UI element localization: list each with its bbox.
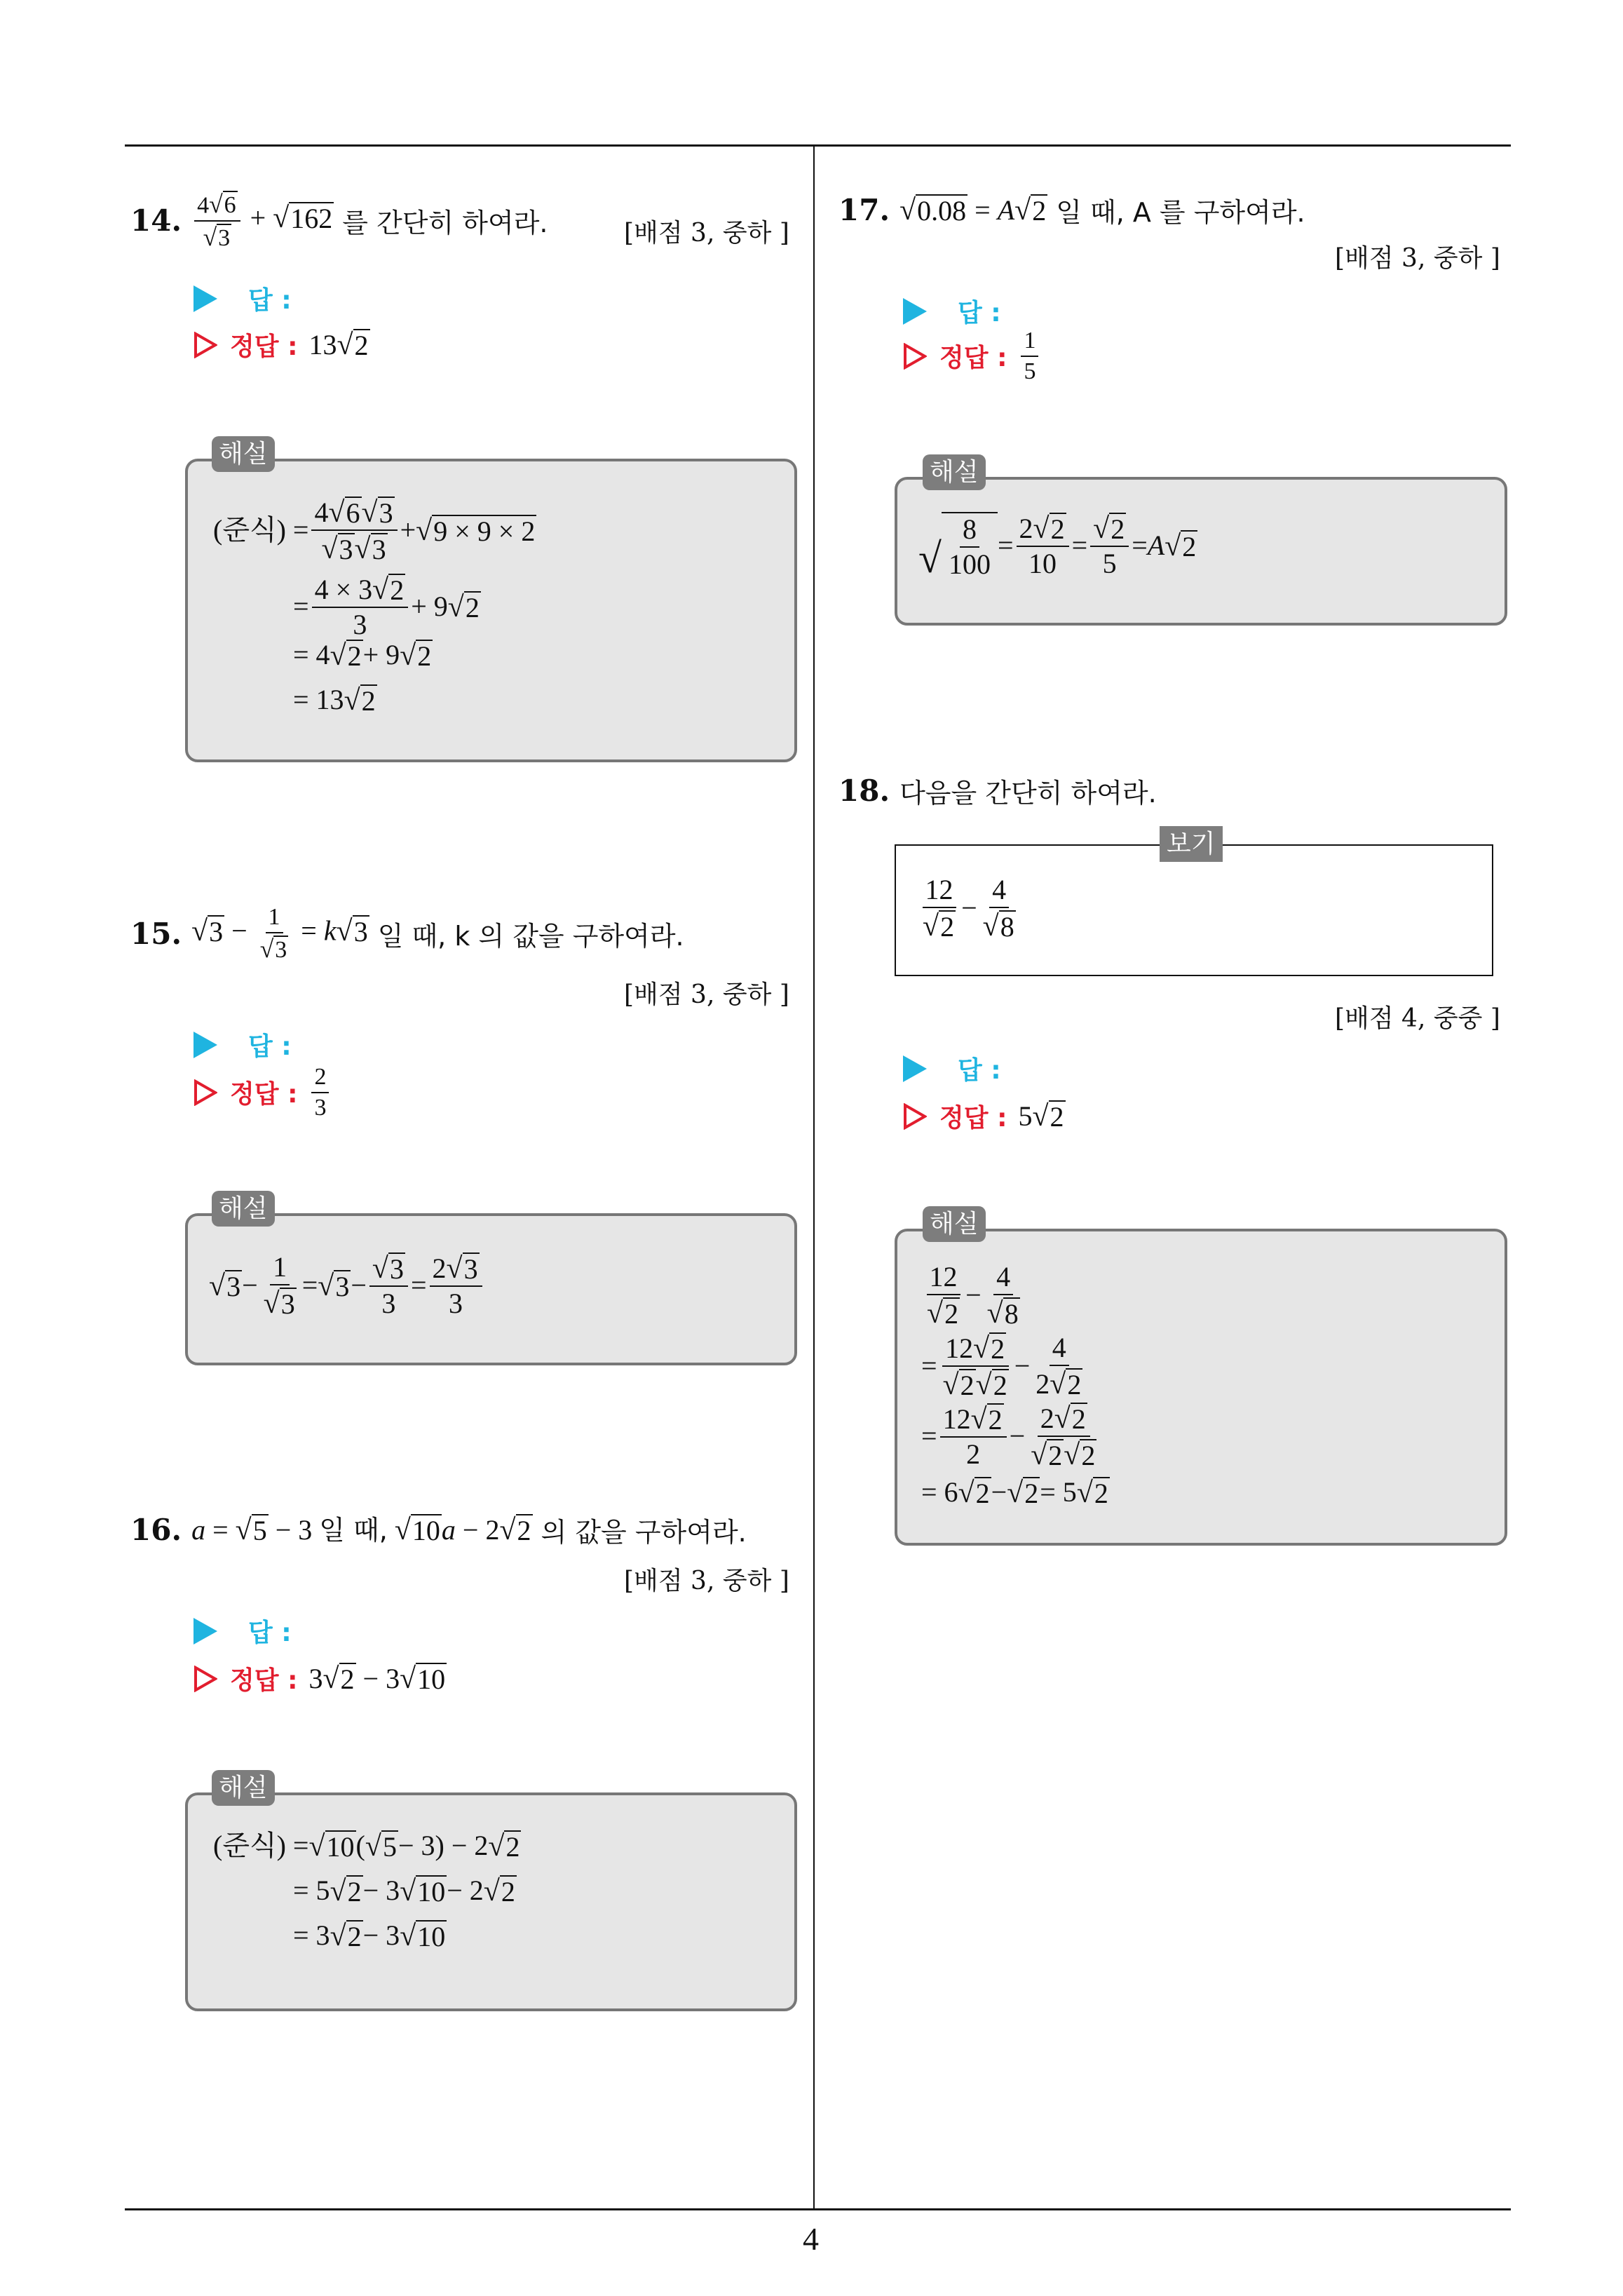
solution-line: = 13 √ 2 [293,684,376,717]
answer-row [903,293,1001,329]
question-expression: √ 0.08 = A √ 2 [899,194,1047,227]
solution-box [185,1213,797,1365]
points-label: [배점 3, 중하 ] [624,980,789,1009]
answer-row [193,1027,292,1062]
question-16 [130,1511,747,1549]
solution-tag: 해설 [212,1191,275,1227]
solution-line: = 5 √ 2 − 3 √ 10 − 2 √ 2 [293,1875,515,1907]
correct-answer-row [903,1098,1066,1134]
answer-label: 답 : [248,1619,292,1647]
solution-line: √ 3 − 1 √ 3 = √ 3 − √ 3 3 = 2 √ 3 3 [209,1252,485,1318]
question-text: 를 간단히 하여라. [342,208,548,239]
question-15 [130,905,684,963]
question-number: 15. [130,916,182,951]
solution-box [895,1229,1507,1546]
answer-label: 답 : [958,1056,1001,1085]
top-rule [125,144,1511,147]
answer-row [193,1613,292,1649]
answer-row [903,1051,1001,1086]
solution-box [895,477,1507,626]
correct-value: 3 √ 2 − 3 √ 10 [308,1663,446,1695]
correct-label: 정답 : [230,1080,298,1109]
solution-line: = 12 √ 2 √ 2 √ 2 − 4 2 √ 2 [921,1332,1082,1401]
bottom-rule [125,2208,1511,2210]
question-17 [838,191,1305,229]
correct-value: 5 √ 2 [1018,1100,1064,1133]
points-label: [배점 3, 중하 ] [1335,244,1500,273]
question-expression: a = √ 5 − 3 일 때, √ 10 a − 2 √ 2 [191,1514,531,1546]
question-number: 16. [130,1513,182,1547]
solution-line: 12 √ 2 − 4 √ 8 [927,1261,1019,1330]
solution-line: = 12 √ 2 2 − 2 √ 2 √ 2 √ 2 [921,1403,1096,1471]
solution-tag: 해설 [212,1770,275,1806]
correct-label: 정답 : [939,1104,1007,1133]
solution-line: (준식) = 4 √ 6 √ 3 √ 3 √ 3 + √ 9 × 9 × 2 [213,497,536,565]
play-triangle-icon [903,298,927,325]
correct-value: $\frac{2}{3}$ [308,1065,332,1120]
outline-triangle-icon [193,332,217,358]
correct-answer-row [193,327,370,363]
outline-triangle-icon [193,1666,217,1692]
play-triangle-icon [193,1032,217,1058]
example-expression: 12 √ 2 − 4 √ 8 [923,874,1014,943]
question-number: 18. [838,774,890,808]
solution-line: √ $\frac{8}{100}$ = 2 √ 2 10 = √ 2 5 = A √ 2 [918,513,1197,581]
play-triangle-icon [193,1618,217,1645]
question-number: 17. [838,193,890,227]
solution-tag: 해설 [923,454,986,490]
correct-label: 정답 : [230,1666,298,1695]
solution-tag: 해설 [212,436,275,472]
solution-line: (준식) = √ 10 ( √ 5 − 3) − 2 √ 2 [213,1830,520,1863]
solution-box [185,1792,797,2011]
solution-line: = 4 √ 2 + 9 √ 2 [293,639,432,672]
question-text: 일 때, A 를 구하여라. [1056,197,1305,228]
example-box [895,844,1493,976]
correct-label: 정답 : [939,344,1007,373]
question-14 [130,191,548,251]
solution-line: = 4 × 3 √ 2 3 + 9 √ 2 [293,574,480,640]
correct-label: 정답 : [230,332,298,361]
solution-line: = 3 √ 2 − 3 √ 10 [293,1919,446,1952]
points-label: [배점 3, 중하 ] [624,219,789,248]
answer-label: 답 : [248,286,292,315]
column-divider [813,144,815,2210]
correct-value: $\frac{1}{5}$ [1018,328,1041,384]
answer-label: 답 : [958,299,1001,327]
solution-line: = 6 √ 2 − √ 2 = 5 √ 2 [921,1476,1108,1509]
question-number: 14. [130,203,182,238]
solution-box [185,459,797,762]
outline-triangle-icon [193,1079,217,1106]
correct-value: 13 √ 2 [308,329,369,361]
question-text: 일 때, k 의 값을 구하여라. [377,920,684,952]
answer-label: 답 : [248,1032,292,1061]
question-text: 다음을 간단히 하여라. [899,778,1157,809]
play-triangle-icon [903,1055,927,1082]
question-text: 의 값을 구하여라. [541,1517,747,1548]
question-18 [838,771,1157,810]
correct-answer-row [193,1661,447,1696]
correct-answer-row [903,328,1041,384]
question-expression: 4 √ 6 √ 3 + √ 162 [191,191,334,251]
play-triangle-icon [193,285,217,312]
question-expression: √ 3 − 1 √ 3 = k √ 3 [191,904,368,963]
outline-triangle-icon [903,343,927,370]
outline-triangle-icon [903,1103,927,1130]
correct-answer-row [193,1065,332,1120]
example-tag: 보기 [1160,826,1223,862]
page-number: 4 [803,2221,819,2257]
solution-tag: 해설 [923,1206,986,1242]
points-label: [배점 4, 중중 ] [1335,1004,1500,1033]
points-label: [배점 3, 중하 ] [624,1567,789,1595]
answer-row [193,281,292,316]
